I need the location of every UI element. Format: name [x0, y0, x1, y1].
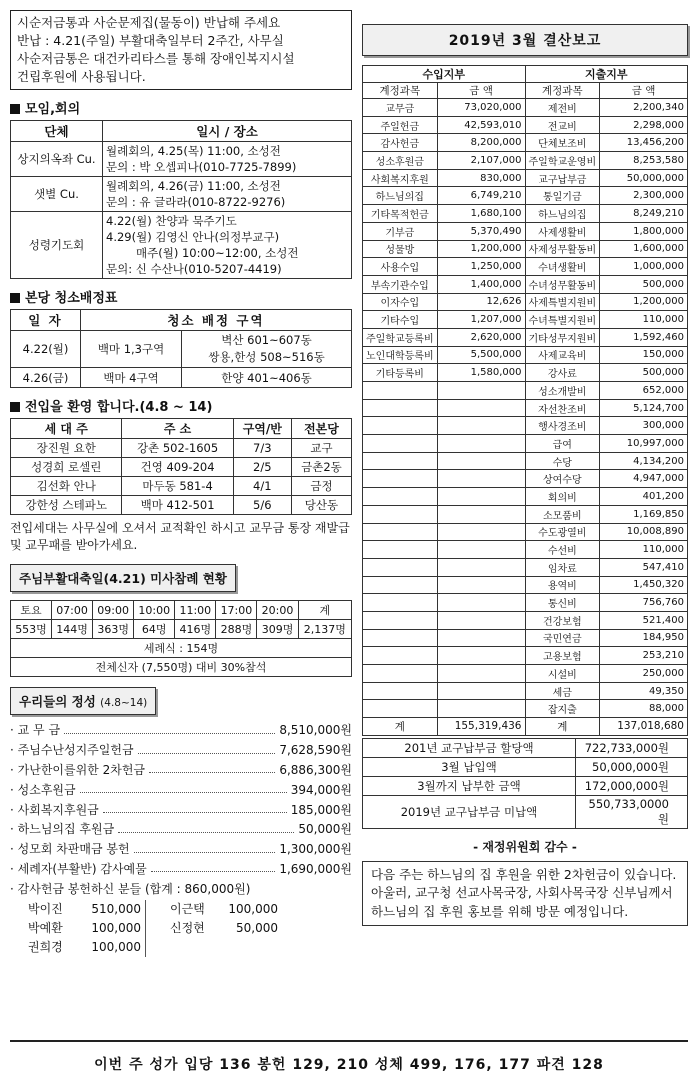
- mass-title-wrap: [10, 564, 352, 592]
- table-row: 장진원 요한 강촌 502-1605 7/3 교구: [11, 439, 352, 458]
- movein-heading: 전입을 환영 합니다.(4.8 ~ 14): [10, 396, 352, 415]
- list-item: · 성모회 차판매금 봉헌 1,300,000원: [10, 842, 352, 857]
- table-row: 성물방 1,200,000 사제성무활동비 1,600,000: [363, 240, 688, 258]
- finance-title: 2019년 3월 결산보고: [362, 24, 688, 56]
- table-row: 계 155,319,436 계 137,018,680: [363, 718, 688, 736]
- table-row: 201년 교구납부금 할당액 722,733,000원: [363, 738, 688, 757]
- table-row: 행사경조비 300,000: [363, 417, 688, 435]
- table-row: 강한성 스테파노 백마 412-501 5/6 당산동: [11, 496, 352, 515]
- table-row: 고용보험 253,210: [363, 647, 688, 665]
- table-row: 시설비 250,000: [363, 665, 688, 683]
- list-item: · 사회복지후원금 185,000원: [10, 802, 352, 817]
- list-item: · 주님수난성지주일헌금 7,628,590원: [10, 743, 352, 758]
- notice-line: 건립후원에 사용됩니다.: [17, 69, 146, 84]
- expense-header: 지출지부: [525, 66, 688, 83]
- table-row: 임차료 547,410: [363, 558, 688, 576]
- table-row: 주일학교등록비 2,620,000 기타성무지원비 1,592,460: [363, 328, 688, 346]
- table-row: 성령기도회 4.22(월) 찬양과 묵주기도 4.29(월) 김영신 안나(의정부교구) 매주(월) 10:00~12:00, 소성전 문의: 신 수산나(010-5207-4419): [11, 212, 352, 279]
- table-row: 기타등록비 1,580,000 강사료 500,000: [363, 364, 688, 382]
- table-row: 부속기관수입 1,400,000 수녀성무활동비 500,000: [363, 275, 688, 293]
- table-row: 성경희 로셀린 건영 409-204 2/5 금촌2동: [11, 458, 352, 477]
- table-row: 수선비 110,000: [363, 541, 688, 559]
- notice-line: 사순저금통은 대건카리타스를 통해 장애인복지시설: [17, 51, 295, 66]
- table-row: 사용수입 1,250,000 수녀생활비 1,000,000: [363, 258, 688, 276]
- notice-line: 반납 : 4.21(주일) 부활대축일부터 2주간, 사무실: [17, 33, 284, 48]
- notice-line: 시순저금통과 사순문제집(물동이) 반납해 주세요: [17, 15, 281, 30]
- mass-title: 주님부활대축일(4.21) 미사참례 현황: [10, 564, 236, 592]
- table-row: 3월까지 납부한 금액 172,000,000원: [363, 776, 688, 795]
- table-row: 전체신자 (7,550명) 대비 30%참석: [11, 658, 352, 677]
- table-row: 4.26(금) 백마 4구역 한양 401~406동: [11, 368, 352, 388]
- meetings-heading: 모임,회의: [10, 98, 352, 117]
- meetings-header-org: 단체: [11, 121, 103, 142]
- table-row: 감사헌금 8,200,000 단체보조비 13,456,200: [363, 134, 688, 152]
- list-item: · 하느님의집 후원금 50,000원: [10, 822, 352, 837]
- donor-grid: 박이진 510,000 이근택 100,000 박예환 100,000 신정현 50,000 권희경 100,000: [28, 900, 352, 957]
- table-row: 사회복지후원 830,000 교구납부금 50,000,000: [363, 169, 688, 187]
- movein-note: 전입세대는 사무실에 오셔서 교적확인 하시고 교무금 통장 재발급 및 교무패를 받아가세요.: [10, 521, 350, 552]
- list-item: · 세례자(부활반) 감사예물 1,690,000원: [10, 861, 352, 876]
- mass-table: [10, 600, 352, 677]
- list-item: · 교 무 금 8,510,000원: [10, 723, 352, 738]
- table-row: 잡지출 88,000: [363, 700, 688, 718]
- offering-list: [10, 720, 352, 957]
- table-row: 토요 07:00 09:00 10:00 11:00 17:00 20:00 계: [11, 601, 352, 620]
- list-item: · 성소후원금 394,000원: [10, 782, 352, 797]
- hymns-footer: 이번 주 성가 입당 136 봉헌 129, 210 성체 499, 176, 177 파견 128: [10, 1040, 688, 1074]
- notice-box: [10, 10, 352, 90]
- finance-table: 수입지부 지출지부 계정과목 금 액 계정과목 금 액 교무금 73,020,000 제전비 2,200,340 주일헌금 42,593,010 전교비 2,298,000 감사헌금 8,200,000 단체보조비 13,456,200 성소후원금 2,107,000 주일학교운영비 8,253,580 사회복지후원 830,000 교구납부금 50,000,000 하느님의집 6,749,210 통일기금 2,300,000 기타목적헌금 1,680,100 하느님의집 8,249,210 기부금 5,370,490 사제생활비 1,800,000 성물방 1,200,000 사제성무활동비 1,600,000 사용수입 1,250,000 수녀생활비 1,000,000 부속기관수입 1,400,000 수녀성무활동비 500,000 이자수입 12,626 사제특별지원비 1,200,000 기타수입 1,207,000 수녀특별지원비 110,000 주일학교등록비 2,620,000 기타성무지원비 1,592,460 노인대학등록비 5,500,000 사제교육비 150,000 기타등록비 1,580,000 강사료 500,000 성소개발비 652,000 자선찬조비 5,124,700 행사경조비 300,000 급여 10,997,000 수당 4,134,200 상여수당 4,947,000 회의비 401,200 소모품비 1,169,850 수도광열비 10,008,890 수선비 110,000 임차료 547,410 용역비 1,450,320 통신비 756,760 건강보험 521,400 국민연금 184,950 고용보험 253,210 시설비 250,000 세금 49,350 잡지출 88,000 계 155,319,436 계 137,018,680: [362, 65, 688, 736]
- meetings-table: [10, 120, 352, 279]
- summary-table: [362, 738, 688, 829]
- table-row: 김선화 안나 마두동 581-4 4/1 금정: [11, 477, 352, 496]
- left-column: [10, 10, 352, 957]
- table-row: 건강보험 521,400: [363, 611, 688, 629]
- table-row: 553명 144명 363명 64명 416명 288명 309명 2,137명: [11, 620, 352, 639]
- table-row: 수도광열비 10,008,890: [363, 523, 688, 541]
- table-row: 세금 49,350: [363, 682, 688, 700]
- table-row: 성소후원금 2,107,000 주일학교운영비 8,253,580: [363, 152, 688, 170]
- table-row: 교무금 73,020,000 제전비 2,200,340: [363, 99, 688, 117]
- table-row: 주일헌금 42,593,010 전교비 2,298,000: [363, 116, 688, 134]
- audit-note: - 재정위원회 감수 -: [473, 839, 577, 854]
- table-row: 이자수입 12,626 사제특별지원비 1,200,000: [363, 293, 688, 311]
- right-column: [362, 24, 688, 926]
- table-row: 상지의옥좌 Cu. 월례회의, 4.25(목) 11:00, 소성전 문의 : 박 오셉피나(010-7725-7899): [11, 142, 352, 177]
- table-row: 통신비 756,760: [363, 594, 688, 612]
- table-row: 수당 4,134,200: [363, 452, 688, 470]
- table-row: 국민연금 184,950: [363, 629, 688, 647]
- table-row: 샛별 Cu. 월례회의, 4.26(금) 11:00, 소성전 문의 : 유 글라라(010-8722-9276): [11, 177, 352, 212]
- table-row: 상여수당 4,947,000: [363, 470, 688, 488]
- table-row: 기타목적헌금 1,680,100 하느님의집 8,249,210: [363, 205, 688, 223]
- table-row: 3월 납입액 50,000,000원: [363, 757, 688, 776]
- table-row: 세례식 : 154명: [11, 639, 352, 658]
- table-row: 기부금 5,370,490 사제생활비 1,800,000: [363, 222, 688, 240]
- table-row: 2019년 교구납부금 미납액 550,733,0000원: [363, 795, 688, 828]
- income-header: 수입지부: [363, 66, 526, 83]
- movein-table: 세 대 주 주 소 구역/반 전본당 장진원 요한 강촌 502-1605 7/3 교구 성경희 로셀린 건영 409-204 2/5 금촌2동 김선화 안나 마두동 581-4 4/1 금정 강한성 스테파노 백마 412-501 5/6 당산동: [10, 418, 352, 515]
- table-row: 노인대학등록비 5,500,000 사제교육비 150,000: [363, 346, 688, 364]
- offering-title-wrap: [10, 687, 352, 715]
- table-row: 기타수입 1,207,000 수녀특별지원비 110,000: [363, 311, 688, 329]
- table-row: 자선찬조비 5,124,700: [363, 399, 688, 417]
- cleaning-table: 일 자 청소 배정 구역 4.22(월) 백마 1,3구역 벽산 601~607동 쌍용,한성 508~516동 4.26(금) 백마 4구역 한양 401~406동: [10, 309, 352, 388]
- thanks-title: · 감사헌금 봉헌하신 분들 (합계 : 860,000원): [10, 881, 251, 896]
- table-row: 소모품비 1,169,850: [363, 505, 688, 523]
- list-item: · 가난한이를위한 2차헌금 6,886,300원: [10, 762, 352, 777]
- table-row: 성소개발비 652,000: [363, 382, 688, 400]
- cleaning-heading: 본당 청소배정표: [10, 287, 352, 306]
- plan-box: 다음 주는 하느님의 집 후원을 위한 2차헌금이 있습니다. 아울러, 교구청 선교사목국장, 사회사목국장 신부님께서 하느님의 집 후원 홍보를 위해 방문 예정입니다.: [362, 861, 688, 927]
- offering-title: 우리들의 정성 (4.8~14): [10, 687, 156, 715]
- table-row: 4.22(월) 백마 1,3구역 벽산 601~607동 쌍용,한성 508~516동: [11, 331, 352, 368]
- table-row: 하느님의집 6,749,210 통일기금 2,300,000: [363, 187, 688, 205]
- table-row: 급여 10,997,000: [363, 435, 688, 453]
- table-row: 용역비 1,450,320: [363, 576, 688, 594]
- table-row: 회의비 401,200: [363, 488, 688, 506]
- meetings-header-detail: 일시 / 장소: [103, 121, 352, 142]
